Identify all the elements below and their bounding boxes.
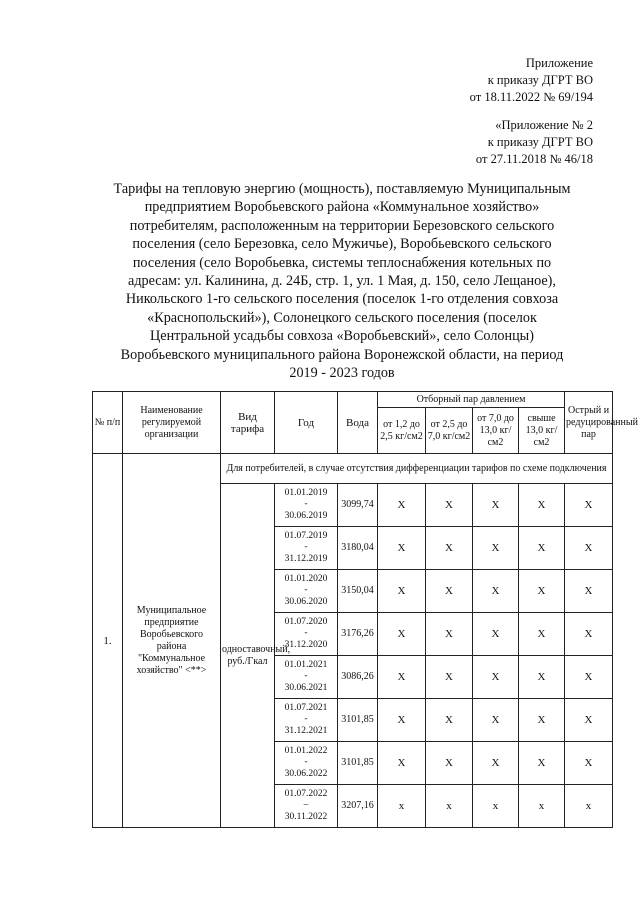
x-mark: Х — [565, 570, 613, 613]
period-to: 31.12.2019 — [284, 553, 328, 564]
x-mark: Х — [519, 656, 565, 699]
period-sep: - — [304, 542, 308, 553]
period-to: 30.06.2021 — [284, 682, 328, 693]
x-mark: Х — [426, 699, 473, 742]
period-sep: - — [304, 714, 308, 725]
period-from: 01.01.2020 — [284, 573, 328, 584]
water-value: 3101,85 — [338, 742, 378, 785]
document-title — [70, 180, 614, 382]
title-line: Воробьевского муниципального района Воронежской области, на период — [120, 346, 564, 363]
water-value: 3176,26 — [338, 613, 378, 656]
period-sep: - — [304, 585, 308, 596]
title-line: 2019 - 2023 годов — [289, 365, 395, 382]
x-mark: Х — [565, 484, 613, 527]
period-cell — [275, 570, 338, 613]
org-name: Муниципальное предприятие Воробьевского района "Коммунальное хозяйство" <**> — [123, 454, 221, 828]
title-line: потребителям, расположенным на территории Березовского сельского — [129, 217, 555, 234]
x-mark: х — [519, 785, 565, 828]
appendix-line: от 18.11.2022 № 69/194 — [469, 90, 593, 104]
header-water: Вода — [338, 392, 378, 454]
water-value: 3180,04 — [338, 527, 378, 570]
period-cell — [275, 742, 338, 785]
x-mark: Х — [426, 484, 473, 527]
water-value: 3099,74 — [338, 484, 378, 527]
water-value: 3207,16 — [338, 785, 378, 828]
appendix-header — [470, 55, 593, 106]
x-mark: Х — [565, 527, 613, 570]
x-mark: Х — [473, 613, 519, 656]
title-line: адресам: ул. Калинина, д. 24Б, стр. 1, ул. 1 Мая, д. 150, село Лещаное), — [128, 273, 556, 290]
header-sharp-steam: Острый и редуцированный пар — [565, 392, 613, 454]
water-value: 3150,04 — [338, 570, 378, 613]
title-line: предприятием Воробьевского района «Коммунальное хозяйство» — [144, 199, 540, 216]
period-cell — [275, 785, 338, 828]
period-from: 01.01.2019 — [284, 487, 328, 498]
period-cell — [275, 656, 338, 699]
x-mark: Х — [565, 699, 613, 742]
header-steam-4: свыше 13,0 кг/см2 — [519, 408, 565, 454]
x-mark: Х — [378, 613, 426, 656]
x-mark: Х — [565, 613, 613, 656]
period-from: 01.01.2022 — [284, 745, 328, 756]
x-mark: Х — [473, 742, 519, 785]
x-mark: Х — [473, 656, 519, 699]
x-mark: Х — [426, 742, 473, 785]
title-line: поселения (село Воробьевка, системы теплоснабжения котельных по — [132, 254, 552, 271]
appendix-2-header — [476, 117, 593, 168]
x-mark: Х — [519, 484, 565, 527]
period-from: 01.01.2021 — [284, 659, 328, 670]
header-num: № п/п — [93, 392, 123, 454]
x-mark: Х — [519, 699, 565, 742]
title-line: Никольского 1-го сельского поселения (поселок 1-го отделения совхоза — [125, 291, 559, 308]
header-steam-3: от 7,0 до 13,0 кг/см2 — [473, 408, 519, 454]
tariff-table — [92, 391, 638, 828]
x-mark: Х — [519, 570, 565, 613]
header-year: Год — [275, 392, 338, 454]
x-mark: х — [473, 785, 519, 828]
period-sep: - — [304, 628, 308, 639]
x-mark: Х — [565, 656, 613, 699]
period-cell — [275, 527, 338, 570]
x-mark: Х — [473, 570, 519, 613]
x-mark: х — [378, 785, 426, 828]
title-line: «Краснопольский»), Солонецкого сельского поселения (поселок — [147, 309, 537, 326]
row-number: 1. — [93, 454, 123, 828]
header-steam-group: Отборный пар давлением — [378, 392, 565, 408]
period-sep: - — [304, 671, 308, 682]
period-cell — [275, 484, 338, 527]
title-line: поселения (село Березовка, село Мужичье), Воробьевского сельского — [132, 236, 552, 253]
header-org: Наименование регулируемой организации — [123, 392, 221, 454]
appendix-line: от 27.11.2018 № 46/18 — [475, 152, 593, 166]
x-mark: Х — [426, 570, 473, 613]
period-to: 30.06.2020 — [284, 596, 328, 607]
period-from: 01.07.2019 — [284, 530, 328, 541]
period-sep: - — [304, 499, 308, 510]
period-cell — [275, 699, 338, 742]
tariff-type: одноставочный, руб./Гкал — [221, 484, 275, 828]
consumers-note: Для потребителей, в случае отсутствия дифференциации тарифов по схеме подключения — [221, 454, 613, 484]
period-sep: – — [303, 800, 309, 811]
x-mark: Х — [378, 570, 426, 613]
water-value: 3086,26 — [338, 656, 378, 699]
x-mark: Х — [378, 742, 426, 785]
x-mark: Х — [473, 527, 519, 570]
period-cell — [275, 613, 338, 656]
period-to: 31.12.2020 — [284, 639, 328, 650]
x-mark: Х — [426, 613, 473, 656]
period-from: 01.07.2020 — [284, 616, 328, 627]
x-mark: Х — [519, 613, 565, 656]
table-row — [93, 454, 613, 484]
x-mark: Х — [378, 484, 426, 527]
appendix-line: к приказу ДГРТ ВО — [487, 135, 593, 149]
period-from: 01.07.2021 — [284, 702, 328, 713]
x-mark: Х — [519, 527, 565, 570]
appendix-line: к приказу ДГРТ ВО — [487, 73, 593, 87]
water-value: 3101,85 — [338, 699, 378, 742]
period-from: 01.07.2022 — [284, 788, 328, 799]
header-row — [93, 392, 613, 408]
x-mark: Х — [378, 527, 426, 570]
period-to: 30.06.2022 — [284, 768, 328, 779]
x-mark: Х — [519, 742, 565, 785]
period-to: 30.11.2022 — [284, 811, 328, 822]
appendix-line: Приложение — [525, 56, 593, 70]
title-line: Тарифы на тепловую энергию (мощность), поставляемую Муниципальным — [113, 181, 571, 197]
x-mark: Х — [565, 742, 613, 785]
x-mark: Х — [426, 527, 473, 570]
appendix-line: «Приложение № 2 — [495, 118, 593, 132]
x-mark: Х — [378, 699, 426, 742]
x-mark: Х — [473, 699, 519, 742]
x-mark: Х — [378, 656, 426, 699]
title-line: Центральной усадьбы совхоза «Воробьевский», село Солонцы) — [150, 328, 534, 345]
period-to: 31.12.2021 — [284, 725, 328, 736]
header-steam-2: от 2,5 до 7,0 кг/см2 — [426, 408, 473, 454]
x-mark: х — [565, 785, 613, 828]
x-mark: Х — [426, 656, 473, 699]
x-mark: Х — [473, 484, 519, 527]
x-mark: х — [426, 785, 473, 828]
header-tariff-type: Вид тарифа — [221, 392, 275, 454]
period-sep: - — [304, 757, 308, 768]
header-steam-1: от 1,2 до 2,5 кг/см2 — [378, 408, 426, 454]
period-to: 30.06.2019 — [284, 510, 328, 521]
